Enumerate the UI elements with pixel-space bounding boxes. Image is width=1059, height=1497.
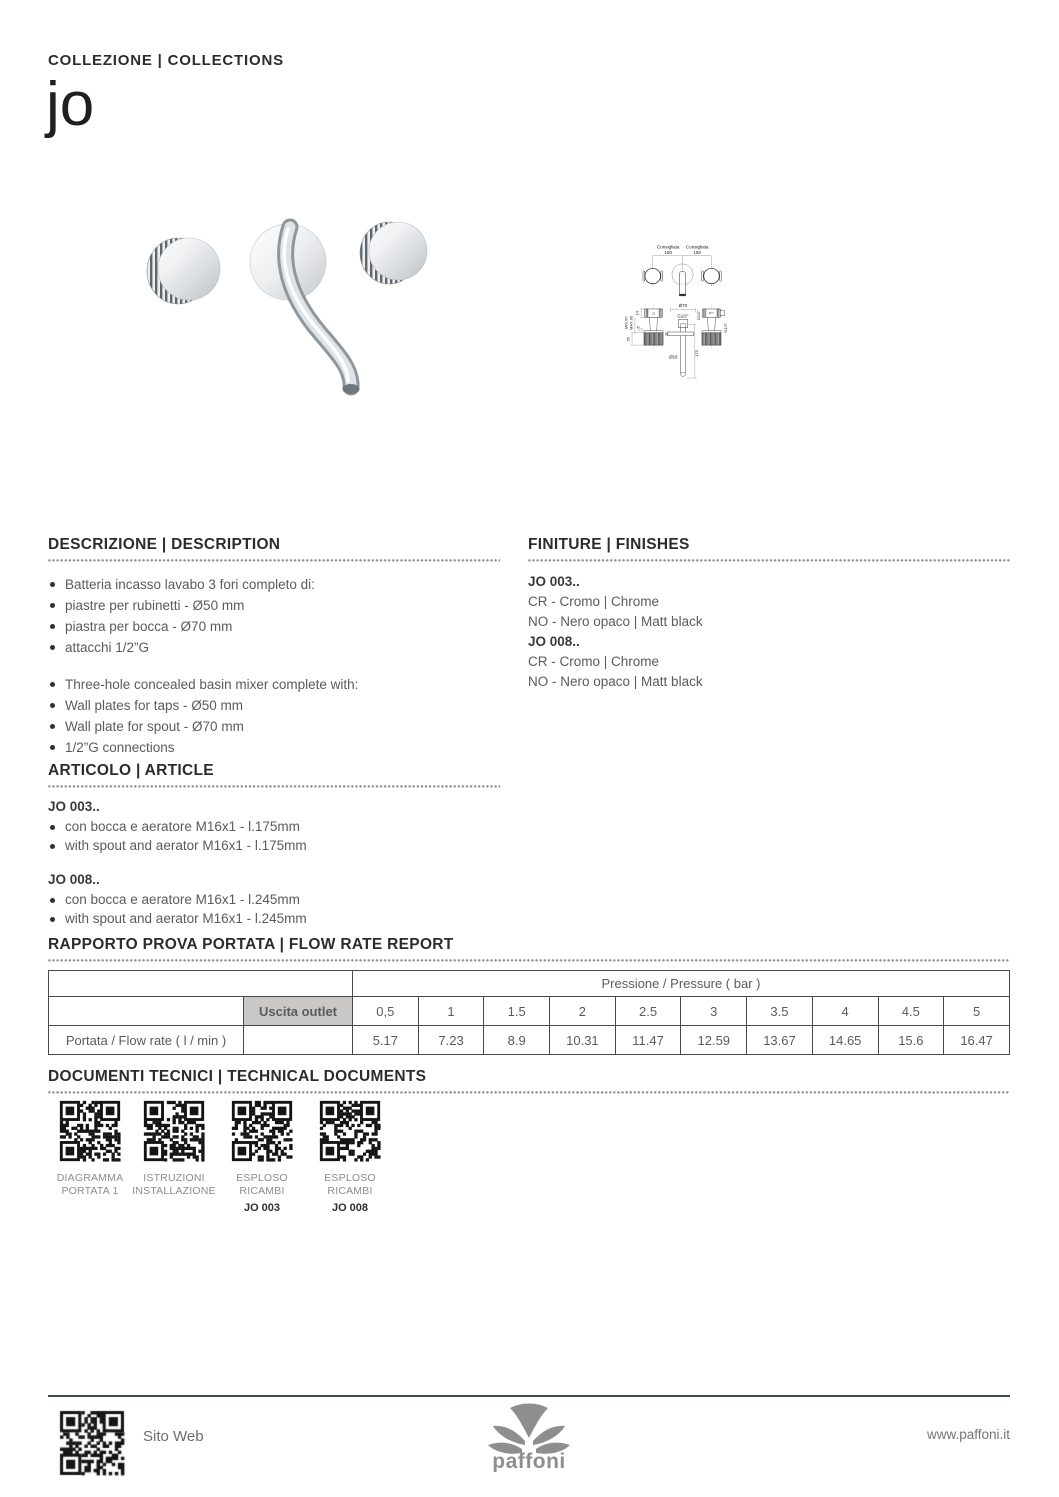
article-section	[48, 762, 500, 928]
qr-code	[57, 1098, 123, 1164]
photo-right-handle	[360, 222, 427, 284]
bullet-item: piastre per rubinetti - Ø50 mm	[48, 595, 500, 616]
dim-14: 14	[634, 311, 640, 316]
description-list-it	[48, 574, 500, 658]
flow-row-label: Portata / Flow rate ( l / min )	[49, 1026, 244, 1055]
article-list	[48, 890, 500, 928]
dotted-divider	[48, 1091, 1010, 1094]
bullet-item: piastra per bocca - Ø70 mm	[48, 616, 500, 637]
document-item	[48, 1098, 132, 1201]
table-empty-cell	[49, 971, 353, 997]
collection-label: COLLEZIONE | COLLECTIONS	[48, 52, 284, 69]
dim-max-90: MAX.90	[628, 315, 634, 330]
article-group-code: JO 008..	[48, 872, 100, 887]
table-empty-cell	[49, 997, 244, 1026]
document-label	[132, 1172, 216, 1198]
pressure-cell: 2.5	[615, 997, 681, 1026]
dim-9: 9	[663, 332, 669, 336]
flow-value-cell: 8.9	[484, 1026, 550, 1055]
pressure-cell: 4.5	[878, 997, 944, 1026]
document-label	[220, 1172, 304, 1198]
footer-qr-label: Sito Web	[143, 1428, 204, 1445]
flow-value-cell: 11.47	[615, 1026, 681, 1055]
pressure-cell: 4	[812, 997, 878, 1026]
dim-g12-right-upper: G1/2"	[695, 310, 701, 321]
document-label-line: ESPLOSO	[236, 1172, 288, 1184]
pressure-cell: 2	[550, 997, 616, 1026]
bullet-item: Wall plate for spout - Ø70 mm	[48, 716, 500, 737]
flow-report-title: RAPPORTO PROVA PORTATA | FLOW RATE REPORT	[48, 936, 454, 953]
product-photo	[140, 205, 450, 420]
footer-qr-code	[57, 1408, 127, 1478]
pressure-header-cell: Pressione / Pressure ( bar )	[353, 971, 1010, 997]
finish-option: NO - Nero opaco | Matt black	[528, 674, 703, 689]
collection-name: jo	[46, 70, 95, 139]
paffoni-logo	[486, 1400, 572, 1472]
flow-report-section	[48, 936, 1010, 1055]
document-label	[48, 1172, 132, 1198]
side-view-spout	[668, 319, 694, 376]
bullet-item: with spout and aerator M16x1 - l.245mm	[48, 909, 500, 928]
photo-spout	[250, 224, 360, 394]
flow-value-cell: 12.59	[681, 1026, 747, 1055]
table-empty-cell	[244, 1026, 353, 1055]
dim-35: 35	[625, 336, 631, 342]
article-list	[48, 817, 500, 855]
d70-dim-line	[671, 308, 696, 312]
flow-value-cell: 7.23	[418, 1026, 484, 1055]
finish-group-code: JO 003..	[528, 574, 580, 589]
qr-code	[317, 1098, 383, 1164]
qr-code	[141, 1098, 207, 1164]
dim-g12-right-lower: G1/2"	[722, 322, 728, 333]
bullet-item: with spout and aerator M16x1 - l.175mm	[48, 836, 500, 855]
pressure-cell: 0,5	[353, 997, 419, 1026]
document-label-line: RICAMBI	[327, 1185, 373, 1197]
pressure-cell: 1	[418, 997, 484, 1026]
recommended-distance-label-1: Consigliata	[656, 244, 680, 250]
document-label-line: RICAMBI	[239, 1185, 285, 1197]
finish-option: NO - Nero opaco | Matt black	[528, 614, 703, 629]
document-label-line: PORTATA 1	[61, 1185, 119, 1197]
dim-d18: Ø18	[669, 354, 678, 360]
finishes-title: FINITURE | FINISHES	[528, 536, 690, 553]
documents-title: DOCUMENTI TECNICI | TECHNICAL DOCUMENTS	[48, 1068, 427, 1085]
description-section	[48, 536, 500, 758]
bullet-item: Batteria incasso lavabo 3 fori completo di:	[48, 574, 500, 595]
article-group-code: JO 003..	[48, 799, 100, 814]
dim-5: 5	[635, 326, 641, 329]
bullet-item: con bocca e aeratore M16x1 - l.245mm	[48, 890, 500, 909]
description-title: DESCRIZIONE | DESCRIPTION	[48, 536, 281, 553]
finish-group-code: JO 008..	[528, 634, 580, 649]
document-code: JO 003	[243, 1202, 281, 1214]
recommended-distance-value-1: 150	[664, 249, 673, 255]
pressure-cell: 5	[944, 997, 1010, 1026]
document-label-line: ISTRUZIONI	[143, 1172, 205, 1184]
flow-value-cell: 15.6	[878, 1026, 944, 1055]
side-view-left-valve	[644, 305, 663, 349]
bullet-item: con bocca e aeratore M16x1 - l.175mm	[48, 817, 500, 836]
flow-rate-table	[48, 970, 1010, 1055]
finish-option: CR - Cromo | Chrome	[528, 594, 660, 609]
article-title: ARTICOLO | ARTICLE	[48, 762, 214, 779]
dim-175: 175	[693, 350, 699, 357]
description-list-en	[48, 674, 500, 758]
finish-option: CR - Cromo | Chrome	[528, 654, 660, 669]
paffoni-logo-mark	[488, 1404, 570, 1454]
flow-value-cell: 10.31	[550, 1026, 616, 1055]
dim-g12-center: G1/2"	[677, 313, 689, 319]
recommended-distance-label-2: Consigliata	[685, 244, 709, 250]
website-link[interactable]: www.paffoni.it	[926, 1427, 1010, 1442]
document-item	[308, 1098, 392, 1215]
flow-value-cell: 5.17	[353, 1026, 419, 1055]
document-label-line: DIAGRAMMA	[56, 1172, 124, 1184]
pressure-cell: 3	[681, 997, 747, 1026]
outlet-label-cell: Uscita outlet	[244, 997, 353, 1026]
pressure-cell: 3.5	[747, 997, 813, 1026]
dim-12: 12	[651, 312, 656, 316]
flow-value-cell: 13.67	[747, 1026, 813, 1055]
bullet-item: Three-hole concealed basin mixer complete with:	[48, 674, 500, 695]
photo-left-handle	[147, 238, 220, 304]
flow-value-cell: 16.47	[944, 1026, 1010, 1055]
qr-code	[229, 1098, 295, 1164]
dim-min-60: MIN.60	[623, 316, 629, 330]
document-label-line: ESPLOSO	[324, 1172, 376, 1184]
bullet-item: Wall plates for taps - Ø50 mm	[48, 695, 500, 716]
technical-drawing	[615, 158, 1020, 535]
flow-value-cell: 14.65	[812, 1026, 878, 1055]
document-item	[220, 1098, 304, 1215]
paffoni-wordmark: paffoni	[492, 1450, 566, 1472]
footer-divider	[48, 1395, 1010, 1397]
front-view-fixtures	[643, 264, 721, 296]
bullet-item: attacchi 1/2”G	[48, 637, 500, 658]
document-label	[308, 1172, 392, 1198]
bullet-item: 1/2”G connections	[48, 737, 500, 758]
dim-d70: Ø70	[678, 302, 688, 308]
document-code: JO 008	[331, 1202, 369, 1214]
documents-section	[48, 1068, 1010, 1228]
side-view-right-valve	[702, 305, 725, 349]
pressure-cell: 1.5	[484, 997, 550, 1026]
finishes-section	[528, 536, 1010, 692]
document-label-line: INSTALLAZIONE	[132, 1185, 216, 1197]
recommended-distance-value-2: 150	[693, 249, 701, 255]
document-item	[132, 1098, 216, 1201]
